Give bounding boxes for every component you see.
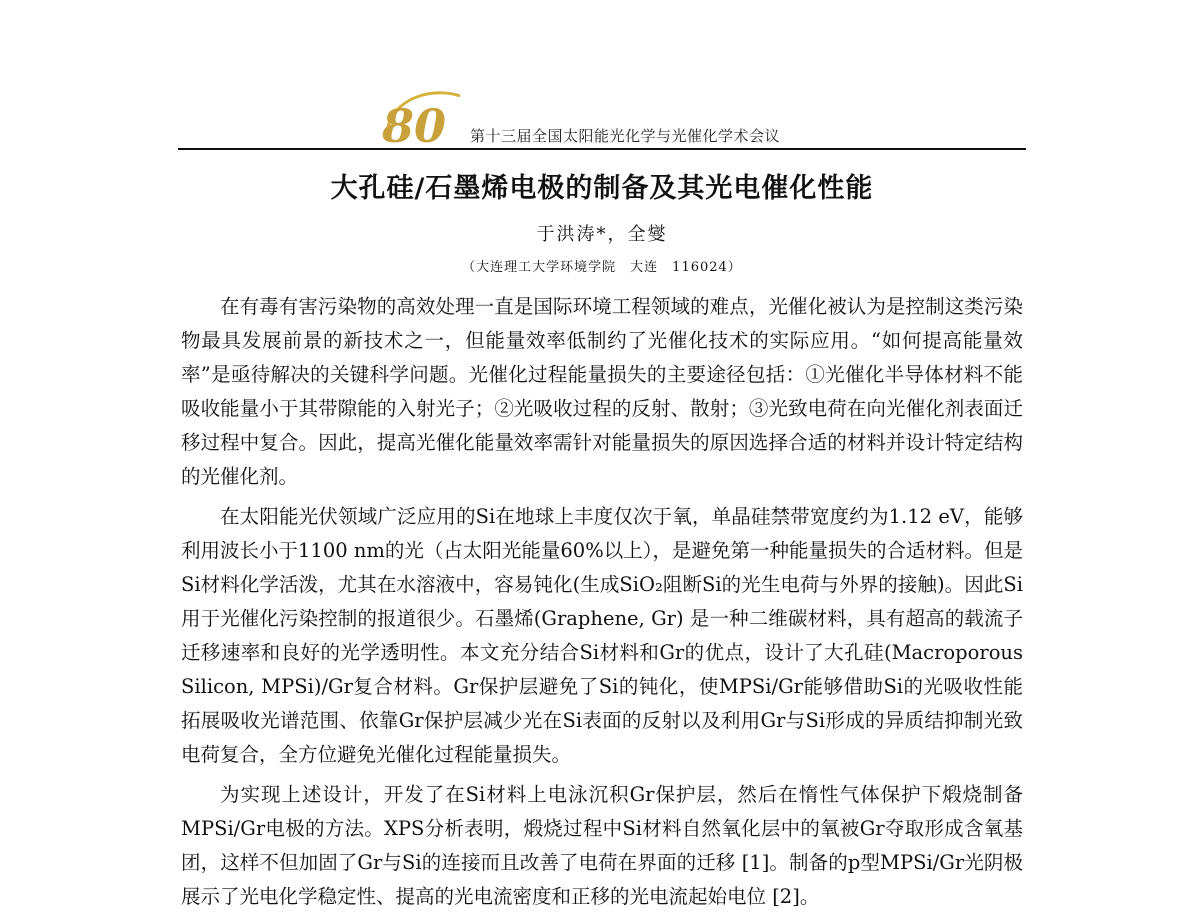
paper-body — [181, 290, 1023, 920]
body-paragraph-2: 在太阳能光伏领域广泛应用的Si在地球上丰度仅次于氧，单晶硅禁带宽度约为1.12 eV，能够利用波长小于1100 nm的光（占太阳光能量60%以上），是避免第一种能量损失的合适材料。但是Si材料化学活泼，尤其在水溶液中，容易钝化(生成SiO₂阻断Si的光生电荷与外界的接触)。因此Si用于光催化污染控制的报道很少。石墨烯(Graphene, Gr) 是一种二维碳材料，具有超高的载流子迁移速率和良好的光学透明性。本文充分结合Si材料和Gr的优点，设计了大孔硅(Macroporous Silicon, MPSi)/Gr复合材料。Gr保护层避免了Si的钝化，使MPSi/Gr能够借助Si的光吸收性能拓展吸收光谱范围、依靠Gr保护层减少光在Si表面的反射以及利用Gr与Si形成的异质结抑制光致电荷复合，全方位避免光催化过程能量损失。 — [181, 505, 1023, 766]
body-paragraph-1: 在有毒有害污染物的高效处理一直是国际环境工程领域的难点，光催化被认为是控制这类污染物最具发展前景的新技术之一，但能量效率低制约了光催化技术的实际应用。“如何提高能量效率”是亟待解决的关键科学问题。光催化过程能量损失的主要途径包括：①光催化半导体材料不能吸收能量小于其带隙能的入射光子；②光吸收过程的反射、散射；③光致电荷在向光催化剂表面迁移过程中复合。因此，提高光催化能量效率需针对能量损失的原因选择合适的材料并设计特定结构的光催化剂。 — [181, 295, 1023, 488]
paper-title: 大孔硅/石墨烯电极的制备及其光电催化性能 — [330, 173, 874, 204]
conference-logo-graphic — [378, 86, 462, 148]
logo-text: 80 — [382, 99, 447, 148]
body-paragraph-3: 为实现上述设计，开发了在Si材料上电泳沉积Gr保护层，然后在惰性气体保护下煅烧制备MPSi/Gr电极的方法。XPS分析表明，煅烧过程中Si材料自然氧化层中的氧被Gr夺取形成含氧基团，这样不但加固了Gr与Si的连接而且改善了电荷在界面的迁移 [1]。制备的p型MPSi/Gr光阴极展示了光电化学稳定性、提高的光电流密度和正移的光电流起始电位 [2]。 — [181, 783, 1023, 908]
conference-title: 第十三届全国太阳能光化学与光催化学术会议 — [470, 127, 781, 145]
conference-logo — [378, 86, 462, 148]
header-rule — [178, 148, 1026, 150]
paper-authors: 于洪涛*，全燮 — [536, 224, 668, 245]
paper-affiliation: （大连理工大学环境学院 大连 116024） — [462, 260, 742, 275]
